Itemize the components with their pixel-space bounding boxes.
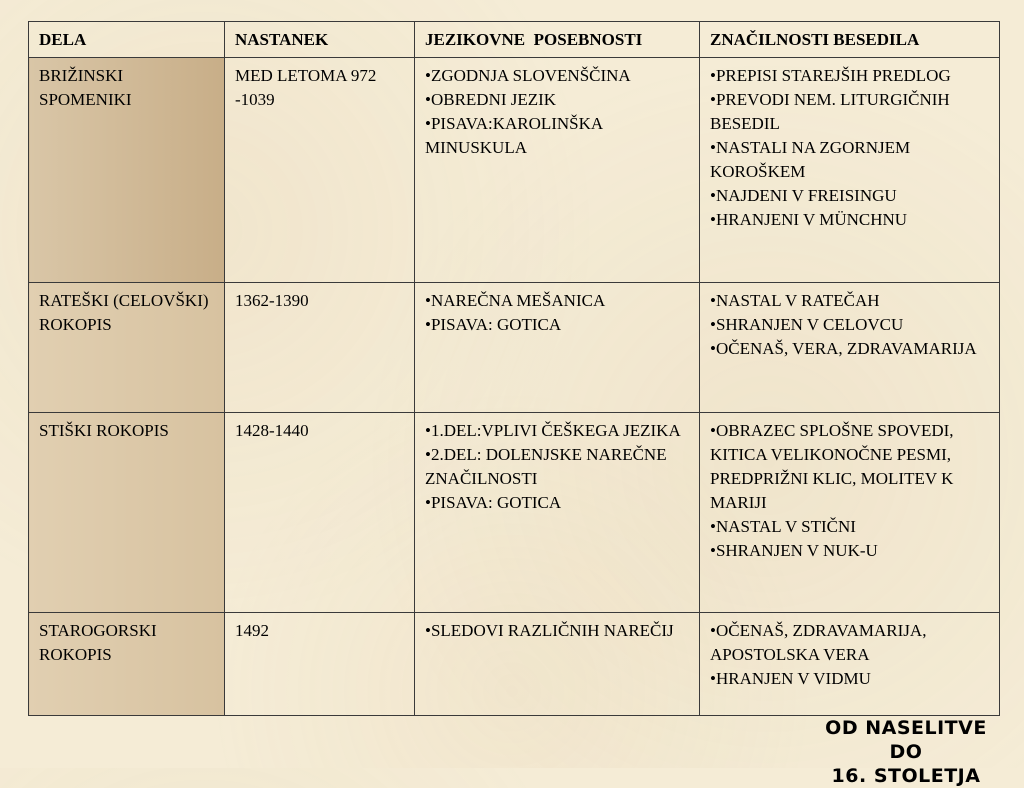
work-name: STIŠKI ROKOPIS <box>29 413 225 613</box>
table-row <box>29 58 1000 283</box>
list-item: • PISAVA: GOTICA <box>425 491 689 515</box>
header-nastanek: NASTANEK <box>225 22 415 58</box>
text-characteristics <box>700 613 1000 716</box>
language-features <box>415 283 700 413</box>
literature-table <box>28 21 1000 716</box>
list-item: • PREPISI STAREJŠIH PREDLOG <box>710 64 989 88</box>
header-jezikovne-posebnosti: JEZIKOVNE POSEBNOSTI <box>415 22 700 58</box>
text-characteristics <box>700 58 1000 283</box>
list-item: • PREVODI NEM. LITURGIČNIH BESEDIL <box>710 88 989 136</box>
list-item: • NAJDENI V FREISINGU <box>710 184 989 208</box>
list-item: • PISAVA:KAROLINŠKA MINUSKULA <box>425 112 689 160</box>
header-znacilnosti-besedila: ZNAČILNOSTI BESEDILA <box>700 22 1000 58</box>
language-features <box>415 413 700 613</box>
list-item: • NASTALI NA ZGORNJEM KOROŠKEM <box>710 136 989 184</box>
list-item: • HRANJENI V MÜNCHNU <box>710 208 989 232</box>
table-row <box>29 413 1000 613</box>
list-item: • 1.DEL:VPLIVI ČEŠKEGA JEZIKA <box>425 419 689 443</box>
list-item: • NAREČNA MEŠANICA <box>425 289 689 313</box>
text-characteristics <box>700 413 1000 613</box>
list-item: • SLEDOVI RAZLIČNIH NAREČIJ <box>425 619 689 643</box>
list-item: • NASTAL V STIČNI <box>710 515 989 539</box>
work-name: STAROGORSKI ROKOPIS <box>29 613 225 716</box>
caption-line-2: 16. STOLETJA <box>831 765 981 787</box>
slide-caption <box>806 716 1006 788</box>
text-characteristics <box>700 283 1000 413</box>
language-features <box>415 58 700 283</box>
list-item: • OBREDNI JEZIK <box>425 88 689 112</box>
origin-date: 1428-1440 <box>225 413 415 613</box>
list-item: • NASTAL V RATEČAH <box>710 289 989 313</box>
work-name: BRIŽINSKI SPOMENIKI <box>29 58 225 283</box>
table-row <box>29 283 1000 413</box>
table-row <box>29 613 1000 716</box>
origin-date: 1492 <box>225 613 415 716</box>
list-item: • SHRANJEN V CELOVCU <box>710 313 989 337</box>
list-item: • HRANJEN V VIDMU <box>710 667 989 691</box>
language-features <box>415 613 700 716</box>
list-item: • ZGODNJA SLOVENŠČINA <box>425 64 689 88</box>
list-item: • OČENAŠ, ZDRAVAMARIJA, APOSTOLSKA VERA <box>710 619 989 667</box>
list-item: • PISAVA: GOTICA <box>425 313 689 337</box>
list-item: • 2.DEL: DOLENJSKE NAREČNE ZNAČILNOSTI <box>425 443 689 491</box>
header-row <box>29 22 1000 58</box>
list-item: • OBRAZEC SPLOŠNE SPOVEDI, KITICA VELIKONOČNE PESMI, PREDPRIŽNI KLIC, MOLITEV K MARIJI <box>710 419 989 515</box>
list-item: • SHRANJEN V NUK-U <box>710 539 989 563</box>
caption-line-1: OD NASELITVE DO <box>825 717 987 763</box>
work-name: RATEŠKI (CELOVŠKI) ROKOPIS <box>29 283 225 413</box>
list-item: • OČENAŠ, VERA, ZDRAVAMARIJA <box>710 337 989 361</box>
origin-date: 1362-1390 <box>225 283 415 413</box>
header-dela: DELA <box>29 22 225 58</box>
origin-date: MED LETOMA 972 -1039 <box>225 58 415 283</box>
